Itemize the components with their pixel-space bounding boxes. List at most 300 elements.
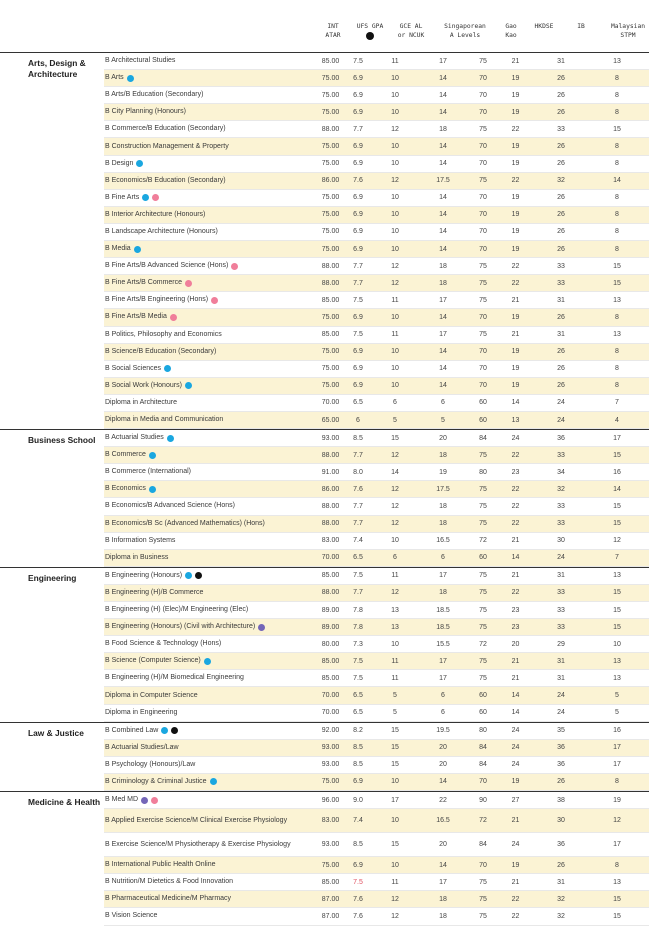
table-row[interactable] — [104, 585, 649, 602]
course-name: Diploma in Computer Science — [105, 691, 198, 699]
value-int-atar: 92.00 — [321, 727, 340, 735]
blue-dot-icon — [142, 194, 149, 201]
value-ib: 31 — [557, 674, 565, 682]
course-name: B Social Sciences — [105, 364, 162, 372]
value-gaokao: 75 — [479, 502, 487, 510]
value-ib: 26 — [557, 108, 565, 116]
table-row[interactable] — [104, 568, 649, 585]
table-row[interactable] — [104, 653, 649, 670]
course-name: B Criminology & Criminal Justice — [105, 777, 207, 785]
value-hkdse: 19 — [511, 74, 520, 82]
table-row[interactable] — [104, 740, 649, 757]
value-gaokao: 90 — [479, 796, 487, 804]
value-gce-al: 10 — [391, 143, 399, 151]
course-cell — [104, 245, 318, 253]
table-row[interactable] — [104, 292, 649, 309]
value-singapore: 17.5 — [436, 177, 450, 185]
value-gaokao: 75 — [479, 279, 487, 287]
table-row[interactable] — [104, 121, 649, 138]
value-singapore: 17 — [439, 296, 447, 304]
value-malaysian: 15 — [613, 606, 621, 614]
value-singapore: 14 — [439, 74, 447, 82]
value-ufs-gpa: 6.9 — [353, 74, 363, 82]
value-ufs-gpa: 7.6 — [353, 485, 363, 493]
table-row[interactable] — [104, 309, 649, 326]
value-malaysian: 4 — [615, 416, 619, 424]
table-row[interactable] — [104, 53, 649, 70]
table-row[interactable] — [104, 275, 649, 292]
section-block — [0, 791, 649, 925]
value-malaysian: 13 — [613, 331, 621, 339]
value-gce-al: 15 — [391, 761, 399, 769]
value-gaokao: 60 — [479, 416, 487, 424]
value-int-atar: 93.00 — [321, 761, 340, 769]
value-hkdse: 13 — [511, 416, 520, 424]
course-cell — [104, 177, 318, 185]
table-row[interactable] — [104, 207, 649, 224]
table-row[interactable] — [104, 481, 649, 498]
course-name: B Science (Computer Science) — [105, 657, 201, 665]
value-ib: 35 — [557, 727, 565, 735]
value-malaysian: 15 — [613, 623, 621, 631]
course-cell — [104, 727, 318, 735]
table-row[interactable] — [104, 687, 649, 704]
value-gaokao: 60 — [479, 692, 487, 700]
table-row[interactable] — [104, 395, 649, 412]
table-row[interactable] — [104, 550, 649, 567]
value-ib: 33 — [557, 606, 565, 614]
value-gaokao: 75 — [479, 451, 487, 459]
value-ib: 36 — [557, 841, 565, 849]
value-gaokao: 75 — [479, 57, 487, 65]
value-hkdse: 24 — [511, 727, 520, 735]
course-name: B Commerce/B Education (Secondary) — [105, 125, 226, 133]
value-ufs-gpa: 8.2 — [353, 727, 363, 735]
value-ufs-gpa: 7.7 — [353, 279, 363, 287]
value-gce-al: 14 — [391, 468, 399, 476]
value-singapore: 14 — [439, 160, 447, 168]
course-cell — [104, 382, 318, 390]
value-ib: 24 — [557, 416, 565, 424]
value-hkdse: 14 — [511, 692, 520, 700]
value-hkdse: 14 — [511, 399, 520, 407]
value-singapore: 6 — [441, 554, 445, 562]
pink-dot-icon — [211, 297, 218, 304]
value-int-atar: 88.00 — [321, 451, 340, 459]
col-singapore-label: Singaporean A Levels — [444, 23, 486, 39]
value-hkdse: 19 — [511, 160, 520, 168]
value-int-atar: 75.00 — [321, 313, 340, 321]
value-singapore: 14 — [439, 228, 447, 236]
value-gaokao: 72 — [479, 817, 487, 825]
value-singapore: 6 — [441, 399, 445, 407]
col-ib-label: IB — [577, 23, 585, 30]
value-ib: 32 — [557, 177, 565, 185]
value-ib: 26 — [557, 228, 565, 236]
value-int-atar: 70.00 — [321, 692, 340, 700]
value-ib: 31 — [557, 296, 565, 304]
table-row[interactable] — [104, 636, 649, 653]
blue-dot-icon — [185, 572, 192, 579]
table-row[interactable] — [104, 516, 649, 533]
table-row[interactable] — [104, 908, 649, 925]
value-ib: 26 — [557, 91, 565, 99]
value-ufs-gpa: 7.7 — [353, 125, 363, 133]
table-row[interactable] — [104, 241, 649, 258]
value-ib: 30 — [557, 537, 565, 545]
value-ufs-gpa: 7.4 — [353, 537, 363, 545]
value-int-atar: 87.00 — [321, 912, 340, 920]
course-cell — [104, 365, 318, 373]
value-gaokao: 84 — [479, 744, 487, 752]
course-cell — [104, 296, 318, 304]
course-cell — [104, 709, 318, 717]
course-cell — [104, 861, 318, 869]
value-ufs-gpa: 6.9 — [353, 160, 363, 168]
value-malaysian: 13 — [613, 674, 621, 682]
value-hkdse: 22 — [511, 589, 520, 597]
blue-dot-icon — [210, 778, 217, 785]
value-singapore: 18 — [439, 262, 447, 270]
value-malaysian: 12 — [613, 817, 621, 825]
value-gce-al: 12 — [391, 485, 399, 493]
course-cell — [104, 262, 318, 270]
col-hkdse-label: HKDSE — [534, 23, 554, 30]
course-name: B Information Systems — [105, 536, 176, 544]
value-malaysian: 8 — [615, 108, 619, 116]
table-row[interactable] — [104, 190, 649, 207]
course-name: B Vision Science — [105, 912, 158, 920]
value-int-atar: 75.00 — [321, 245, 340, 253]
col-malaysian-label: Malaysian STPM — [610, 23, 646, 39]
value-hkdse: 21 — [511, 657, 520, 665]
table-row[interactable] — [104, 891, 649, 908]
value-gce-al: 10 — [391, 537, 399, 545]
value-singapore: 18 — [439, 125, 447, 133]
table-row[interactable] — [104, 430, 649, 447]
value-gaokao: 75 — [479, 623, 487, 631]
course-name: B Social Work (Honours) — [105, 381, 182, 389]
table-row[interactable] — [104, 378, 649, 395]
value-singapore: 18 — [439, 502, 447, 510]
table-row[interactable] — [104, 602, 649, 619]
value-ufs-gpa: 8.5 — [353, 434, 363, 442]
value-singapore: 14 — [439, 382, 447, 390]
value-ib: 31 — [557, 572, 565, 580]
value-ib: 36 — [557, 434, 565, 442]
table-row[interactable] — [104, 464, 649, 481]
course-name: B Construction Management & Property — [105, 142, 229, 150]
value-ufs-gpa: 6.9 — [353, 348, 363, 356]
table-row[interactable] — [104, 258, 649, 275]
course-name: B International Public Health Online — [105, 861, 216, 869]
value-malaysian: 8 — [615, 382, 619, 390]
table-row[interactable] — [104, 774, 649, 791]
table-row[interactable] — [104, 723, 649, 740]
value-malaysian: 8 — [615, 194, 619, 202]
course-name: B Commerce (International) — [105, 468, 191, 476]
col-singapore — [436, 22, 494, 40]
course-name: B Fine Arts/B Engineering (Hons) — [105, 296, 209, 304]
value-int-atar: 85.00 — [321, 657, 340, 665]
col-gce-al-label: GCE AL or NCUK — [397, 23, 425, 39]
black-dot-icon — [171, 727, 178, 734]
course-cell — [104, 416, 318, 424]
course-name: B Fine Arts/B Advanced Science (Hons) — [105, 262, 229, 270]
course-cell — [104, 520, 318, 528]
value-singapore: 14 — [439, 313, 447, 321]
col-gaokao — [496, 22, 526, 40]
value-int-atar: 85.00 — [321, 296, 340, 304]
value-gaokao: 84 — [479, 761, 487, 769]
value-gce-al: 10 — [391, 640, 399, 648]
value-gaokao: 70 — [479, 313, 487, 321]
value-gce-al: 10 — [391, 228, 399, 236]
value-malaysian: 15 — [613, 262, 621, 270]
value-gce-al: 10 — [391, 348, 399, 356]
value-gce-al: 12 — [391, 520, 399, 528]
course-name: B Arts — [105, 74, 124, 82]
value-int-atar: 85.00 — [321, 878, 340, 886]
value-ufs-gpa: 6.9 — [353, 228, 363, 236]
value-hkdse: 22 — [511, 262, 520, 270]
value-gce-al: 15 — [391, 434, 399, 442]
course-cell — [104, 912, 318, 920]
value-hkdse: 19 — [511, 382, 520, 390]
value-gaokao: 70 — [479, 861, 487, 869]
value-singapore: 18.5 — [436, 606, 450, 614]
value-singapore: 20 — [439, 761, 447, 769]
blue-dot-icon — [136, 160, 143, 167]
table-row[interactable] — [104, 757, 649, 774]
value-gaokao: 75 — [479, 262, 487, 270]
value-hkdse: 22 — [511, 912, 520, 920]
value-gce-al: 11 — [391, 572, 399, 580]
value-ib: 32 — [557, 912, 565, 920]
value-ib: 29 — [557, 640, 565, 648]
blue-dot-icon — [134, 246, 141, 253]
course-name: B Actuarial Studies — [105, 434, 164, 442]
table-row[interactable] — [104, 361, 649, 378]
table-row[interactable] — [104, 670, 649, 687]
value-int-atar: 88.00 — [321, 520, 340, 528]
value-malaysian: 15 — [613, 912, 621, 920]
table-row[interactable] — [104, 173, 649, 190]
value-gaokao: 75 — [479, 878, 487, 886]
course-name: B Economics — [105, 485, 146, 493]
course-name: B Fine Arts — [105, 193, 140, 201]
section-block — [0, 722, 649, 791]
value-gaokao: 75 — [479, 296, 487, 304]
value-int-atar: 75.00 — [321, 348, 340, 356]
value-malaysian: 8 — [615, 160, 619, 168]
value-gce-al: 17 — [391, 796, 399, 804]
value-ib: 26 — [557, 143, 565, 151]
value-singapore: 19.5 — [436, 727, 450, 735]
value-malaysian: 13 — [613, 878, 621, 886]
table-row[interactable] — [104, 224, 649, 241]
value-singapore: 20 — [439, 841, 447, 849]
value-gce-al: 10 — [391, 778, 399, 786]
value-gce-al: 10 — [391, 382, 399, 390]
value-malaysian: 8 — [615, 861, 619, 869]
value-gaokao: 70 — [479, 365, 487, 373]
value-int-atar: 88.00 — [321, 589, 340, 597]
value-singapore: 17 — [439, 331, 447, 339]
value-malaysian: 7 — [615, 399, 619, 407]
value-singapore: 17.5 — [436, 485, 450, 493]
value-int-atar: 96.00 — [321, 796, 340, 804]
course-cell — [104, 878, 318, 886]
value-ufs-gpa: 8.5 — [353, 744, 363, 752]
table-row[interactable] — [104, 104, 649, 121]
table-row[interactable] — [104, 138, 649, 155]
value-gce-al: 10 — [391, 365, 399, 373]
value-hkdse: 21 — [511, 296, 520, 304]
course-name: B Engineering (H) (Elec)/M Engineering (Elec) — [105, 606, 249, 614]
value-hkdse: 22 — [511, 520, 520, 528]
value-malaysian: 8 — [615, 228, 619, 236]
course-cell — [104, 91, 318, 99]
value-ib: 26 — [557, 348, 565, 356]
table-row[interactable] — [104, 792, 649, 809]
table-row[interactable] — [104, 857, 649, 874]
value-ib: 33 — [557, 520, 565, 528]
course-cell — [104, 108, 318, 116]
value-gaokao: 60 — [479, 399, 487, 407]
value-hkdse: 19 — [511, 365, 520, 373]
value-ib: 33 — [557, 502, 565, 510]
value-malaysian: 13 — [613, 296, 621, 304]
value-singapore: 14 — [439, 348, 447, 356]
value-int-atar: 86.00 — [321, 485, 340, 493]
value-ufs-gpa: 6.9 — [353, 108, 363, 116]
value-ufs-gpa: 6.5 — [353, 554, 363, 562]
value-int-atar: 75.00 — [321, 108, 340, 116]
value-gce-al: 10 — [391, 817, 399, 825]
blue-dot-icon — [127, 75, 134, 82]
table-row[interactable] — [104, 498, 649, 515]
course-cell — [104, 279, 318, 287]
value-ib: 24 — [557, 692, 565, 700]
table-row[interactable] — [104, 327, 649, 344]
value-gce-al: 12 — [391, 912, 399, 920]
course-name: B Arts/B Education (Secondary) — [105, 91, 204, 99]
table-row[interactable] — [104, 833, 649, 857]
value-singapore: 14 — [439, 245, 447, 253]
value-gaokao: 70 — [479, 194, 487, 202]
value-hkdse: 22 — [511, 279, 520, 287]
course-name: B Actuarial Studies/Law — [105, 743, 179, 751]
value-hkdse: 23 — [511, 606, 520, 614]
info-icon[interactable] — [366, 32, 374, 40]
value-singapore: 5 — [441, 416, 445, 424]
value-malaysian: 13 — [613, 57, 621, 65]
value-gce-al: 12 — [391, 502, 399, 510]
value-gce-al: 12 — [391, 125, 399, 133]
value-singapore: 18 — [439, 912, 447, 920]
table-row[interactable] — [104, 156, 649, 173]
table-row[interactable] — [104, 809, 649, 833]
value-malaysian: 5 — [615, 709, 619, 717]
course-cell — [104, 640, 318, 648]
value-gaokao: 70 — [479, 245, 487, 253]
value-singapore: 19 — [439, 468, 447, 476]
table-row[interactable] — [104, 87, 649, 104]
value-hkdse: 21 — [511, 878, 520, 886]
course-name: B Fine Arts/B Commerce — [105, 279, 183, 287]
value-singapore: 18 — [439, 520, 447, 528]
value-hkdse: 19 — [511, 194, 520, 202]
value-malaysian: 17 — [613, 841, 621, 849]
value-ib: 34 — [557, 468, 565, 476]
table-row[interactable] — [104, 533, 649, 550]
value-gaokao: 70 — [479, 778, 487, 786]
course-name: B Politics, Philosophy and Economics — [105, 330, 222, 338]
course-name: B Landscape Architecture (Honours) — [105, 227, 218, 235]
table-row[interactable] — [104, 705, 649, 722]
value-singapore: 17 — [439, 657, 447, 665]
value-ib: 24 — [557, 399, 565, 407]
course-cell — [104, 228, 318, 236]
course-name: B Psychology (Honours)/Law — [105, 760, 196, 768]
value-hkdse: 22 — [511, 502, 520, 510]
value-int-atar: 88.00 — [321, 262, 340, 270]
table-row[interactable] — [104, 874, 649, 891]
value-singapore: 20 — [439, 744, 447, 752]
value-singapore: 17 — [439, 57, 447, 65]
course-name: B Nutrition/M Dietetics & Food Innovation — [105, 878, 234, 886]
value-malaysian: 5 — [615, 692, 619, 700]
value-singapore: 14 — [439, 861, 447, 869]
value-gaokao: 84 — [479, 841, 487, 849]
value-hkdse: 21 — [511, 537, 520, 545]
value-gaokao: 72 — [479, 537, 487, 545]
value-ufs-gpa: 7.6 — [353, 895, 363, 903]
value-ib: 33 — [557, 279, 565, 287]
value-ib: 24 — [557, 709, 565, 717]
table-row[interactable] — [104, 70, 649, 87]
value-gce-al: 12 — [391, 279, 399, 287]
value-ufs-gpa: 7.5 — [353, 57, 363, 65]
value-gaokao: 72 — [479, 640, 487, 648]
value-ib: 36 — [557, 761, 565, 769]
table-row[interactable] — [104, 344, 649, 361]
value-singapore: 16.5 — [436, 537, 450, 545]
table-row[interactable] — [104, 447, 649, 464]
course-cell — [104, 817, 318, 825]
course-cell — [104, 796, 318, 804]
value-gce-al: 6 — [393, 399, 397, 407]
value-ib: 33 — [557, 451, 565, 459]
value-ufs-gpa: 7.6 — [353, 912, 363, 920]
course-cell — [104, 74, 318, 82]
value-ufs-gpa: 7.8 — [353, 606, 363, 614]
table-row[interactable] — [104, 412, 649, 429]
value-hkdse: 19 — [511, 778, 520, 786]
course-cell — [104, 623, 318, 631]
value-singapore: 14 — [439, 778, 447, 786]
table-row[interactable] — [104, 619, 649, 636]
value-malaysian: 15 — [613, 451, 621, 459]
value-malaysian: 8 — [615, 313, 619, 321]
course-table — [0, 52, 649, 926]
value-malaysian: 17 — [613, 434, 621, 442]
value-ufs-gpa: 9.0 — [353, 796, 363, 804]
value-ufs-gpa: 6.9 — [353, 91, 363, 99]
value-ufs-gpa: 6.5 — [353, 709, 363, 717]
value-gaokao: 75 — [479, 912, 487, 920]
